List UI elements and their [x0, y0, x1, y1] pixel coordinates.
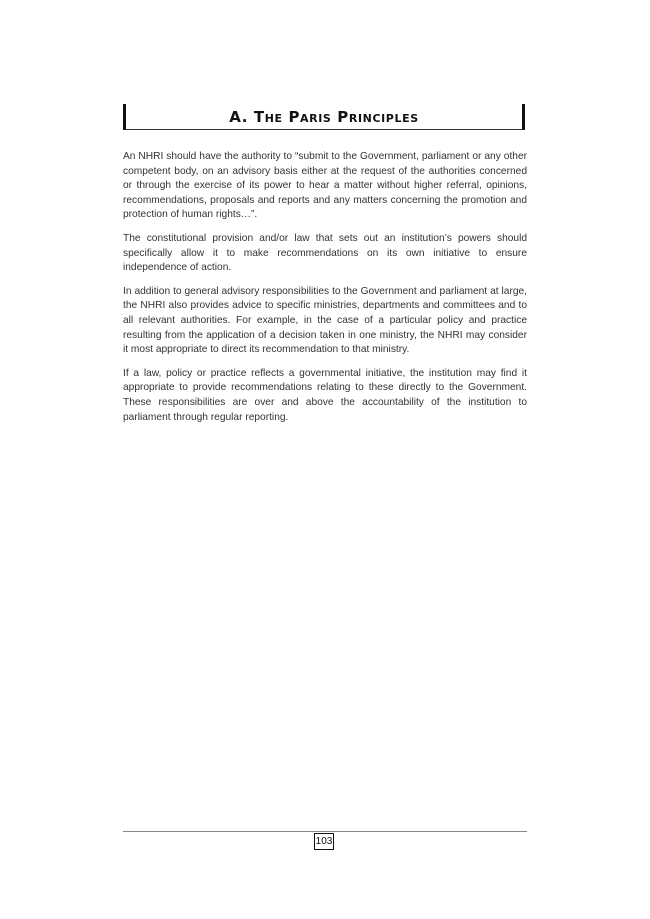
footer-rule: [123, 831, 527, 832]
page-number: 103: [314, 833, 334, 850]
section-heading-box: [123, 104, 525, 130]
paragraph-1: An NHRI should have the authority to “submit to the Government, parliament or any other competent body, on an advisory basis either at the request of the authorities concerned or through the exercise of its power to hear a matter without higher referral, opinions, recommendations, proposals and reports and any matters concerning the promotion and protection of human rights…”.: [123, 151, 527, 221]
paragraph-2: The constitutional provision and/or law that sets out an institution’s powers should specifically allow it to make recommendations on its own initiative to ensure independence of action.: [123, 232, 527, 274]
section-title: A. The Paris Principles: [229, 107, 419, 126]
body-text: [123, 150, 527, 434]
paragraph-4: If a law, policy or practice reflects a governmental initiative, the institution may find it appropriate to provide recommendations relating to these directly to the Government. These responsibilities are over and above the accountability of the institution to parliament through regular reporting.: [123, 367, 527, 423]
paragraph-3: In addition to general advisory responsibilities to the Government and parliament at large, the NHRI also provides advice to specific ministries, departments and committees and to all relevant authorities. For example, in the case of a particular policy and practice resulting from the application of a decision taken in one ministry, the NHRI may consider it most appropriate to direct its recommendation to that ministry.: [123, 285, 527, 356]
